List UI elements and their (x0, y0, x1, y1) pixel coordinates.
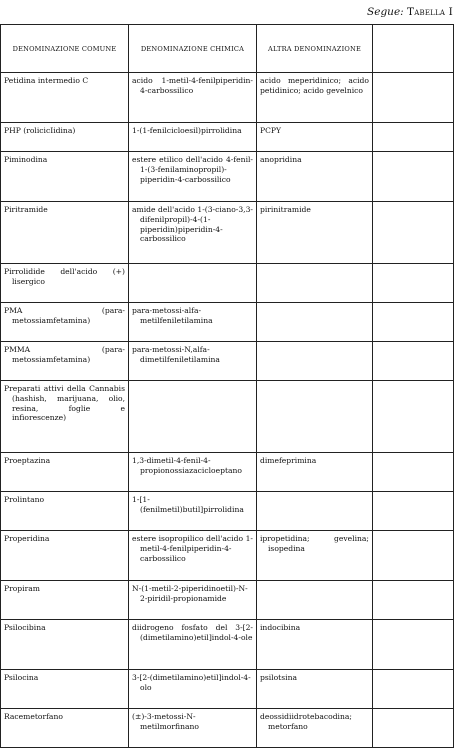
cell-comune: Properidina (1, 531, 129, 581)
table-row (1, 531, 454, 581)
cell-comune: Preparati attivi della Cannabis (hashish, marijuana, olio, resina, foglie e infiorescenze) (1, 381, 129, 453)
table-row (1, 670, 454, 709)
table-row (1, 492, 454, 531)
table-row (1, 202, 454, 264)
cell-altra: ipropetidina; gevelina; isopedina (257, 531, 373, 581)
cell-comune: Propiram (1, 581, 129, 620)
table-row (1, 381, 454, 453)
table-row (1, 342, 454, 381)
cell-chimica (129, 264, 257, 303)
cell-comune: Prolintano (1, 492, 129, 531)
cell-altra: anopridina (257, 152, 373, 202)
cell-chimica: 3-[2-(dimetilamino)etil]indol-4-olo (129, 670, 257, 709)
cell-chimica: estere etilico dell'acido 4-fenil-1-(3-fenilaminopropil)-piperidin-4-carbossilico (129, 152, 257, 202)
cell-comune: Pirrolidide dell'acido (+) lisergico (1, 264, 129, 303)
table-row (1, 152, 454, 202)
cell-comune: Psilocibina (1, 620, 129, 670)
cell-empty (373, 453, 454, 492)
cell-altra (257, 581, 373, 620)
cell-chimica: diidrogeno fosfato del 3-[2-(dimetilamino)etil]indol-4-ole (129, 620, 257, 670)
cell-empty (373, 342, 454, 381)
cell-empty (373, 531, 454, 581)
table-row (1, 453, 454, 492)
cell-empty (373, 709, 454, 748)
cell-chimica: 1-(1-fenilcicloesil)pirrolidina (129, 123, 257, 152)
cell-empty (373, 123, 454, 152)
page-header (367, 6, 453, 18)
table-label: Tabella I (407, 6, 453, 18)
cell-empty (373, 670, 454, 709)
cell-comune: Racemetorfano (1, 709, 129, 748)
cell-empty (373, 581, 454, 620)
cell-altra: acido meperidinico; acido petidinico; acido gevelnico (257, 73, 373, 123)
column-header-comune: DENOMINAZIONE COMUNE (1, 25, 129, 73)
table-row (1, 73, 454, 123)
cell-comune: PHP (rolicicIidina) (1, 123, 129, 152)
cell-altra (257, 264, 373, 303)
cell-altra: psilotsina (257, 670, 373, 709)
cell-altra: deossidiidrotebacodina; metorfano (257, 709, 373, 748)
column-header-chimica: DENOMINAZIONE CHIMICA (129, 25, 257, 73)
cell-chimica: (±)-3-metossi-N-metilmorfinano (129, 709, 257, 748)
column-header-empty (373, 25, 454, 73)
cell-comune: Petidina intermedio C (1, 73, 129, 123)
cell-altra: pirinitramide (257, 202, 373, 264)
table-row (1, 620, 454, 670)
table-row (1, 581, 454, 620)
cell-empty (373, 492, 454, 531)
table-header-row (1, 25, 454, 73)
substances-table (0, 24, 454, 748)
cell-chimica (129, 381, 257, 453)
cell-altra (257, 303, 373, 342)
cell-empty (373, 73, 454, 123)
table-row (1, 123, 454, 152)
cell-empty (373, 202, 454, 264)
table-row (1, 264, 454, 303)
cell-altra: dimefeprimina (257, 453, 373, 492)
cell-comune: Piminodina (1, 152, 129, 202)
cell-comune: Proeptazina (1, 453, 129, 492)
cell-chimica: 1,3-dimetil-4-fenil-4-propionossiazacicloeptano (129, 453, 257, 492)
cell-chimica: estere isopropilico dell'acido 1-metil-4-fenilpiperidin-4-carbossilico (129, 531, 257, 581)
cell-chimica: acido 1-metil-4-fenilpiperidin-4-carbossilico (129, 73, 257, 123)
cell-comune: PMA (para-metossiamfetamina) (1, 303, 129, 342)
segue-label: Segue: (367, 6, 404, 18)
cell-chimica: para-metossi-N,alfa-dimetilfeniletilamina (129, 342, 257, 381)
cell-comune: Piritramide (1, 202, 129, 264)
cell-altra: indocibina (257, 620, 373, 670)
cell-empty (373, 264, 454, 303)
cell-comune: Psilocina (1, 670, 129, 709)
column-header-altra: ALTRA DENOMINAZIONE (257, 25, 373, 73)
cell-empty (373, 303, 454, 342)
cell-empty (373, 381, 454, 453)
cell-chimica: para-metossi-alfa-metilfeniletilamina (129, 303, 257, 342)
table-row (1, 709, 454, 748)
cell-chimica: N-(1-metil-2-piperidinoetil)-N-2-piridil-propionamide (129, 581, 257, 620)
cell-chimica: 1-[1-(fenilmetil)butil]pirrolidina (129, 492, 257, 531)
cell-altra (257, 381, 373, 453)
cell-altra: PCPY (257, 123, 373, 152)
cell-altra (257, 492, 373, 531)
cell-chimica: amide dell'acido 1-(3-ciano-3,3-difenilpropil)-4-(1-piperidin)piperidin-4-carbossilico (129, 202, 257, 264)
cell-altra (257, 342, 373, 381)
table-row (1, 303, 454, 342)
cell-empty (373, 620, 454, 670)
cell-empty (373, 152, 454, 202)
cell-comune: PMMA (para-metossiamfetamina) (1, 342, 129, 381)
